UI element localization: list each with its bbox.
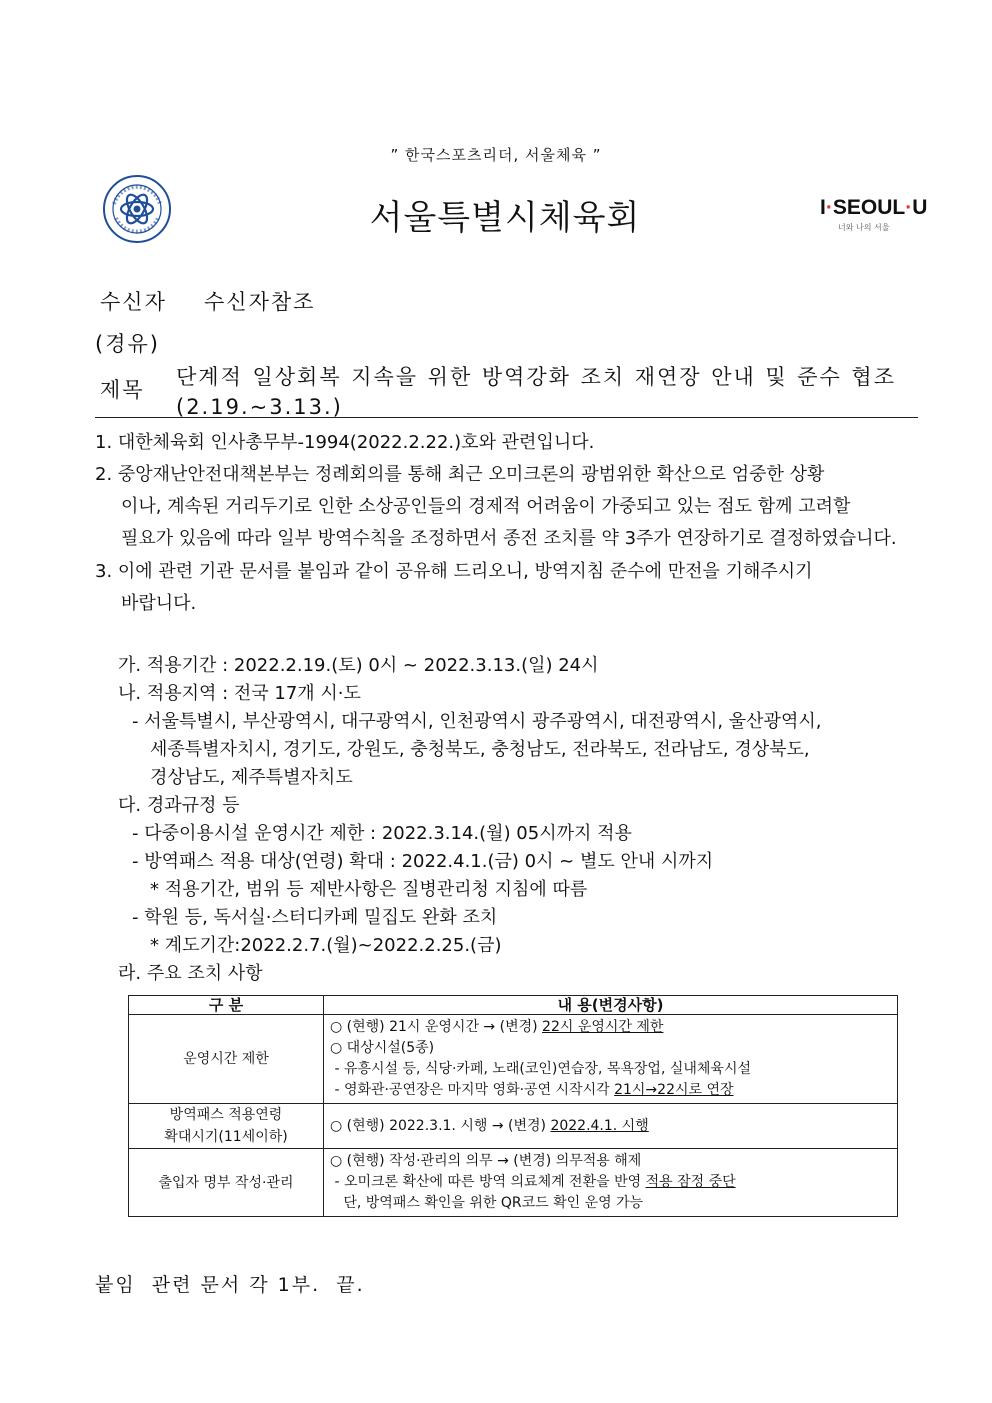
brand-tagline: 너와 나의 서울 [838, 223, 890, 232]
transition-note-2: * 계도기간:2022.2.7.(월)~2022.2.25.(금) [150, 935, 502, 956]
table-row [129, 1015, 898, 1104]
transition-sub-1: - 다중이용시설 운영시간 제한 : 2022.3.14.(월) 05시까지 적용 [132, 823, 632, 844]
row-line: ○ (현행) 21시 운영시간 → (변경) [330, 1019, 543, 1035]
region-list-line-3: 경상남도, 제주특별자치도 [150, 767, 353, 788]
row-line-underlined: 22시 운영시간 제한 [542, 1019, 664, 1035]
row-content [324, 1015, 898, 1104]
recipient-value: 수신자참조 [204, 290, 316, 314]
item-ra-measures: 라. 주요 조치 사항 [118, 963, 263, 984]
table-row [129, 1104, 898, 1149]
organization-title: 서울특별시체육회 [369, 198, 641, 238]
header-divider [95, 417, 918, 418]
row-line: ○ (현행) 2022.3.1. 시행 → (변경) [330, 1117, 551, 1134]
table-row [129, 1149, 898, 1217]
paragraph-2-line-2: 이나, 계속된 거리두기로 인한 소상공인들의 경제적 어려움이 가중되고 있는 점도 함께 고려할 [121, 496, 851, 517]
brand-logo-text: I·SEOUL·U [820, 196, 928, 219]
region-list-line-2: 세종특별자치시, 경기도, 강원도, 충청북도, 충청남도, 전라북도, 전라남도, 경상북도, [150, 739, 810, 760]
region-list-line-1: - 서울특별시, 부산광역시, 대구광역시, 인천광역시 광주광역시, 대전광역시, 울산광역시, [132, 711, 822, 732]
via-label: (경유) [95, 332, 160, 356]
transition-sub-3: - 학원 등, 독서실·스터디카페 밀집도 완화 조치 [132, 907, 498, 928]
i-seoul-u-logo [820, 196, 930, 233]
table-header-content: 내 용(변경사항) [324, 996, 898, 1015]
row-line: ○ 대상시설(5종) [330, 1040, 435, 1056]
paragraph-3-line-2: 바랍니다. [121, 593, 197, 614]
transition-sub-2: - 방역패스 적용 대상(연령) 확대 : 2022.4.1.(금) 0시 ~ 별도 안내 시까지 [132, 851, 714, 872]
row-category: 운영시간 제한 [129, 1015, 324, 1104]
row-category-line: 방역패스 적용연령 [169, 1107, 283, 1123]
row-line: - 영화관·공연장은 마지막 영화·공연 시작시각 [330, 1082, 615, 1098]
paragraph-1: 1. 대한체육회 인사총무부-1994(2022.2.22.)호와 관련입니다. [95, 432, 595, 453]
table-header-row [129, 996, 898, 1015]
item-na-region: 나. 적용지역 : 전국 17개 시·도 [118, 683, 361, 704]
row-category [129, 1104, 324, 1149]
item-da-transition: 다. 경과규정 등 [118, 795, 240, 816]
row-category-line: 확대시기(11세이하) [164, 1129, 288, 1145]
row-line-underlined: 2022.4.1. 시행 [550, 1117, 649, 1134]
row-line-underlined: 21시→22시로 연장 [614, 1082, 734, 1098]
row-line: - 유흥시설 등, 식당·카페, 노래(코인)연습장, 목욕장업, 실내체육시설 [330, 1061, 752, 1077]
row-line: - 오미크론 확산에 따른 방역 의료체계 전환을 반영 [330, 1174, 646, 1190]
row-line: 단, 방역패스 확인을 위한 QR코드 확인 운영 가능 [330, 1195, 644, 1211]
paragraph-2-line-3: 필요가 있음에 따라 일부 방역수칙을 조정하면서 종전 조치를 약 3주가 연장하기로 결정하였습니다. [121, 528, 897, 549]
row-content [324, 1104, 898, 1149]
paragraph-3-line-1: 3. 이에 관련 기관 문서를 붙임과 같이 공유해 드리오니, 방역지침 준수에 만전을 기해주시기 [95, 561, 813, 582]
table-header-category: 구 분 [129, 996, 324, 1015]
subject-label: 제목 [100, 378, 145, 402]
item-ga-period: 가. 적용기간 : 2022.2.19.(토) 0시 ~ 2022.3.13.(일) 24시 [118, 655, 599, 676]
transition-note-1: * 적용기간, 범위 등 제반사항은 질병관리청 지침에 따름 [150, 879, 588, 900]
recipient-label: 수신자 [100, 290, 167, 314]
row-category: 출입자 명부 작성·관리 [129, 1149, 324, 1217]
attachment-note: 붙임 관련 문서 각 1부. 끝. [95, 1274, 365, 1296]
row-line: ○ (현행) 작성·관리의 의무 → (변경) 의무적용 해제 [330, 1153, 642, 1169]
motto: ” 한국스포츠리더, 서울체육 ” [390, 146, 602, 164]
row-line-underlined: 적용 잠정 중단 [645, 1174, 736, 1190]
measures-table [128, 995, 898, 1217]
subject-value: 단계적 일상회복 지속을 위한 방역강화 조치 재연장 안내 및 준수 협조(2.19.~3.13.) [176, 365, 896, 419]
row-content [324, 1149, 898, 1217]
paragraph-2-line-1: 2. 중앙재난안전대책본부는 정례회의를 통해 최근 오미크론의 광범위한 확산으로 엄중한 상황 [95, 464, 825, 485]
